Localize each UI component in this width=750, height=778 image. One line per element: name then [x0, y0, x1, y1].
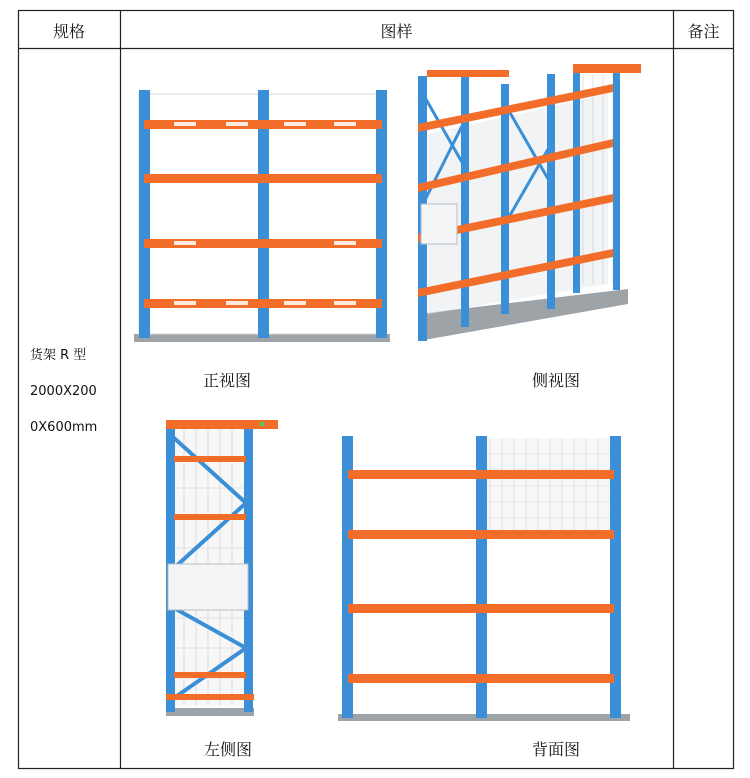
front-view-drawing	[134, 86, 390, 344]
caption-left-view: 左侧图	[203, 740, 252, 759]
header-spec: 规格	[52, 22, 85, 41]
spec-line-size-2: 0X600mm	[30, 420, 98, 435]
spec-line-size-1: 2000X200	[30, 384, 97, 399]
back-view-drawing	[338, 434, 632, 722]
side-view-drawing	[413, 64, 643, 346]
spec-cell	[30, 349, 116, 457]
spec-line-type: 货架 R 型	[30, 348, 87, 363]
caption-back-view: 背面图	[531, 740, 580, 759]
remark-cell	[673, 48, 734, 768]
caption-side-view: 侧视图	[531, 371, 580, 390]
header-remark: 备注	[687, 22, 720, 41]
header-drawing: 图样	[380, 22, 413, 41]
caption-front-view: 正视图	[202, 371, 251, 390]
left-view-drawing	[164, 418, 284, 718]
